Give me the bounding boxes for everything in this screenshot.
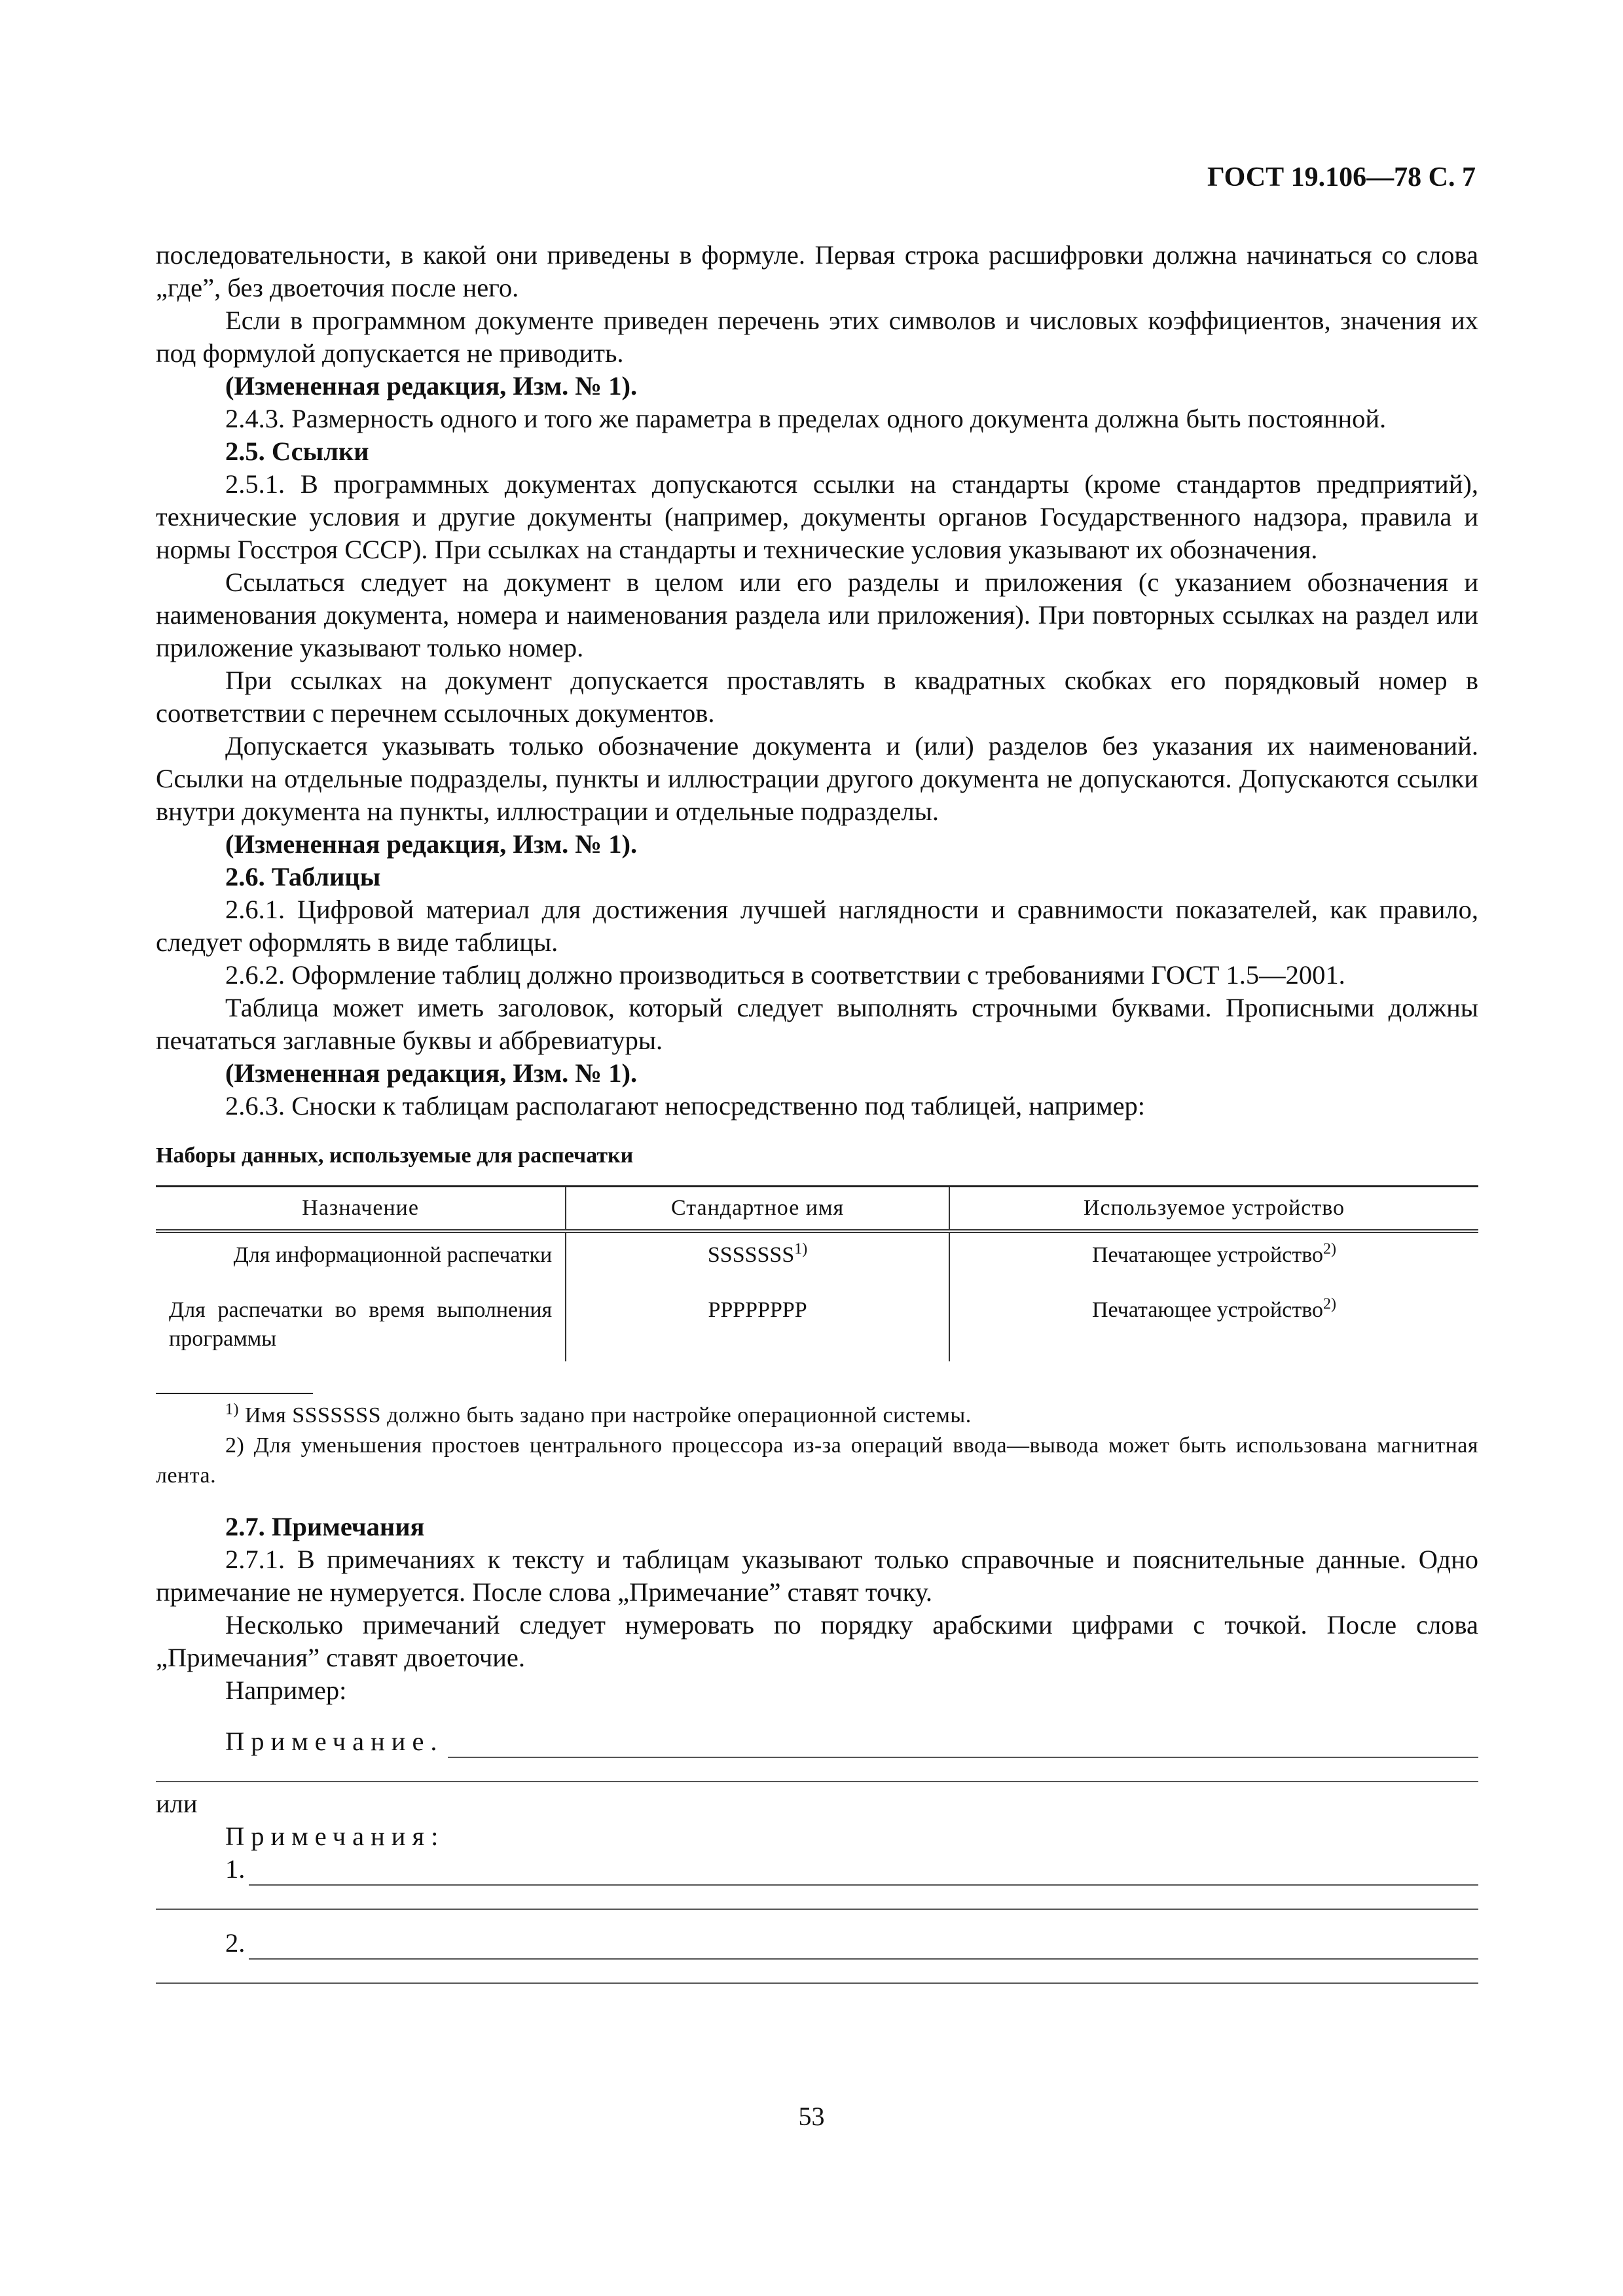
fill-line xyxy=(249,1933,1478,1960)
table-cell xyxy=(949,1231,1478,1276)
footnote-text: Имя SSSSSSS должно быть задано при настройке операционной системы. xyxy=(245,1403,972,1427)
data-table xyxy=(156,1185,1478,1361)
fill-line xyxy=(448,1732,1478,1758)
fill-line xyxy=(156,1908,1478,1910)
amendment-note: (Измененная редакция, Изм. № 1). xyxy=(225,371,638,401)
fill-line xyxy=(249,1859,1478,1886)
table-cell xyxy=(566,1231,949,1276)
paragraph: Допускается указывать только обозначение документа и (или) разделов без указания их наименований. Ссылки на отдельные подразделы, пункты и иллюстрации другого документа не допускаются. Допускаются ссылки внутри документа на пункты, иллюстрации и отдельные подразделы. xyxy=(156,731,1478,826)
footnote-mark: 1) xyxy=(794,1240,808,1258)
paragraph: 2.6.3. Сноски к таблицам располагают непосредственно под таблицей, например: xyxy=(225,1091,1146,1121)
table-cell xyxy=(566,1276,949,1361)
table-row xyxy=(156,1231,1478,1276)
fill-line xyxy=(156,1982,1478,1984)
page-body xyxy=(156,239,1478,1984)
table-header-row xyxy=(156,1187,1478,1232)
cell-text: PPPPPPPP xyxy=(708,1298,807,1322)
paragraph: 2.5.1. В программных документах допускаются ссылки на стандарты (кроме стандартов предприятий), технические условия и другие документы (например, документы органов Государственного надзора, правила и нормы Госстроя СССР). При ссылках на стандарты и технические условия указывают их обозначения. xyxy=(156,469,1478,564)
cell-text: Печатающее устройство xyxy=(1091,1298,1324,1322)
cell-text: Для распечатки во время выполнения программы xyxy=(169,1298,553,1351)
table-title: Наборы данных, используемые для распечатки xyxy=(156,1143,634,1168)
note-example-row xyxy=(225,1725,1478,1758)
paragraph: последовательности, в какой они приведены в формуле. Первая строка расшифровки должна начинаться со слова „где”, без двоеточия после него. xyxy=(156,240,1478,302)
footnote: 2) Для уменьшения простоев центрального процессора из-за операций ввода—вывода может быть использована магнитная лента. xyxy=(156,1433,1478,1488)
paragraph: 2.6.2. Оформление таблиц должно производиться в соответствии с требованиями ГОСТ 1.5—2001. xyxy=(225,960,1345,990)
section-heading: 2.5. Ссылки xyxy=(225,437,369,466)
footnote-mark: 2) xyxy=(1323,1240,1337,1258)
footnote xyxy=(156,1401,1478,1431)
table-cell xyxy=(949,1276,1478,1361)
footnote-mark: 1) xyxy=(225,1401,239,1418)
notes-label: Примечания: xyxy=(225,1821,445,1851)
paragraph: 2.7.1. В примечаниях к тексту и таблицам указывают только справочные и пояснительные данные. Одно примечание не нумеруется. После слова „Примечание” ставят точку. xyxy=(156,1545,1478,1607)
page-header: ГОСТ 19.106—78 С. 7 xyxy=(1207,162,1476,192)
note-item-row xyxy=(225,1853,1478,1886)
footnote-mark: 2) xyxy=(1323,1295,1337,1313)
paragraph: Несколько примечаний следует нумеровать по порядку арабскими цифрами с точкой. После слова „Примечания” ставят двоеточие. xyxy=(156,1610,1478,1672)
amendment-note: (Измененная редакция, Изм. № 1). xyxy=(225,1058,638,1088)
paragraph: 2.4.3. Размерность одного и того же параметра в пределах одного документа должна быть постоянной. xyxy=(225,404,1387,433)
note-number: 2. xyxy=(225,1928,246,1958)
page-number: 53 xyxy=(798,2102,825,2131)
cell-text: SSSSSSS xyxy=(707,1243,795,1267)
cell-text: Печатающее устройство xyxy=(1091,1243,1324,1267)
fill-line xyxy=(156,1780,1478,1782)
or-label: или xyxy=(156,1789,198,1818)
note-label: Примечание. xyxy=(225,1727,444,1756)
table-cell xyxy=(156,1276,566,1361)
paragraph: Если в программном документе приведен перечень этих символов и числовых коэффициентов, значения их под формулой допускается не приводить. xyxy=(156,306,1478,368)
column-header: Используемое устройство xyxy=(949,1187,1478,1232)
cell-text: Для информационной распечатки xyxy=(233,1243,553,1267)
footnote-separator xyxy=(156,1393,313,1394)
note-number: 1. xyxy=(225,1854,246,1884)
table-cell xyxy=(156,1231,566,1276)
column-header: Назначение xyxy=(156,1187,566,1232)
amendment-note: (Измененная редакция, Изм. № 1). xyxy=(225,829,638,859)
section-heading: 2.6. Таблицы xyxy=(225,862,381,891)
table-row xyxy=(156,1276,1478,1361)
column-header: Стандартное имя xyxy=(566,1187,949,1232)
paragraph: Ссылаться следует на документ в целом или его разделы и приложения (с указанием обозначения и наименования документа, номера и наименования раздела или приложения). При повторных ссылках на раздел или приложение указывают только номер. xyxy=(156,567,1478,662)
note-item-row xyxy=(225,1927,1478,1960)
paragraph: 2.6.1. Цифровой материал для достижения лучшей наглядности и сравнимости показателей, как правило, следует оформлять в виде таблицы. xyxy=(156,895,1478,957)
paragraph: Таблица может иметь заголовок, который следует выполнять строчными буквами. Прописными должны печататься заглавные буквы и аббревиатуры. xyxy=(156,993,1478,1055)
paragraph: Например: xyxy=(225,1676,347,1705)
section-heading: 2.7. Примечания xyxy=(225,1512,425,1541)
paragraph: При ссылках на документ допускается проставлять в квадратных скобках его порядковый номер в соответствии с перечнем ссылочных документов. xyxy=(156,666,1478,728)
footnotes xyxy=(156,1401,1478,1491)
